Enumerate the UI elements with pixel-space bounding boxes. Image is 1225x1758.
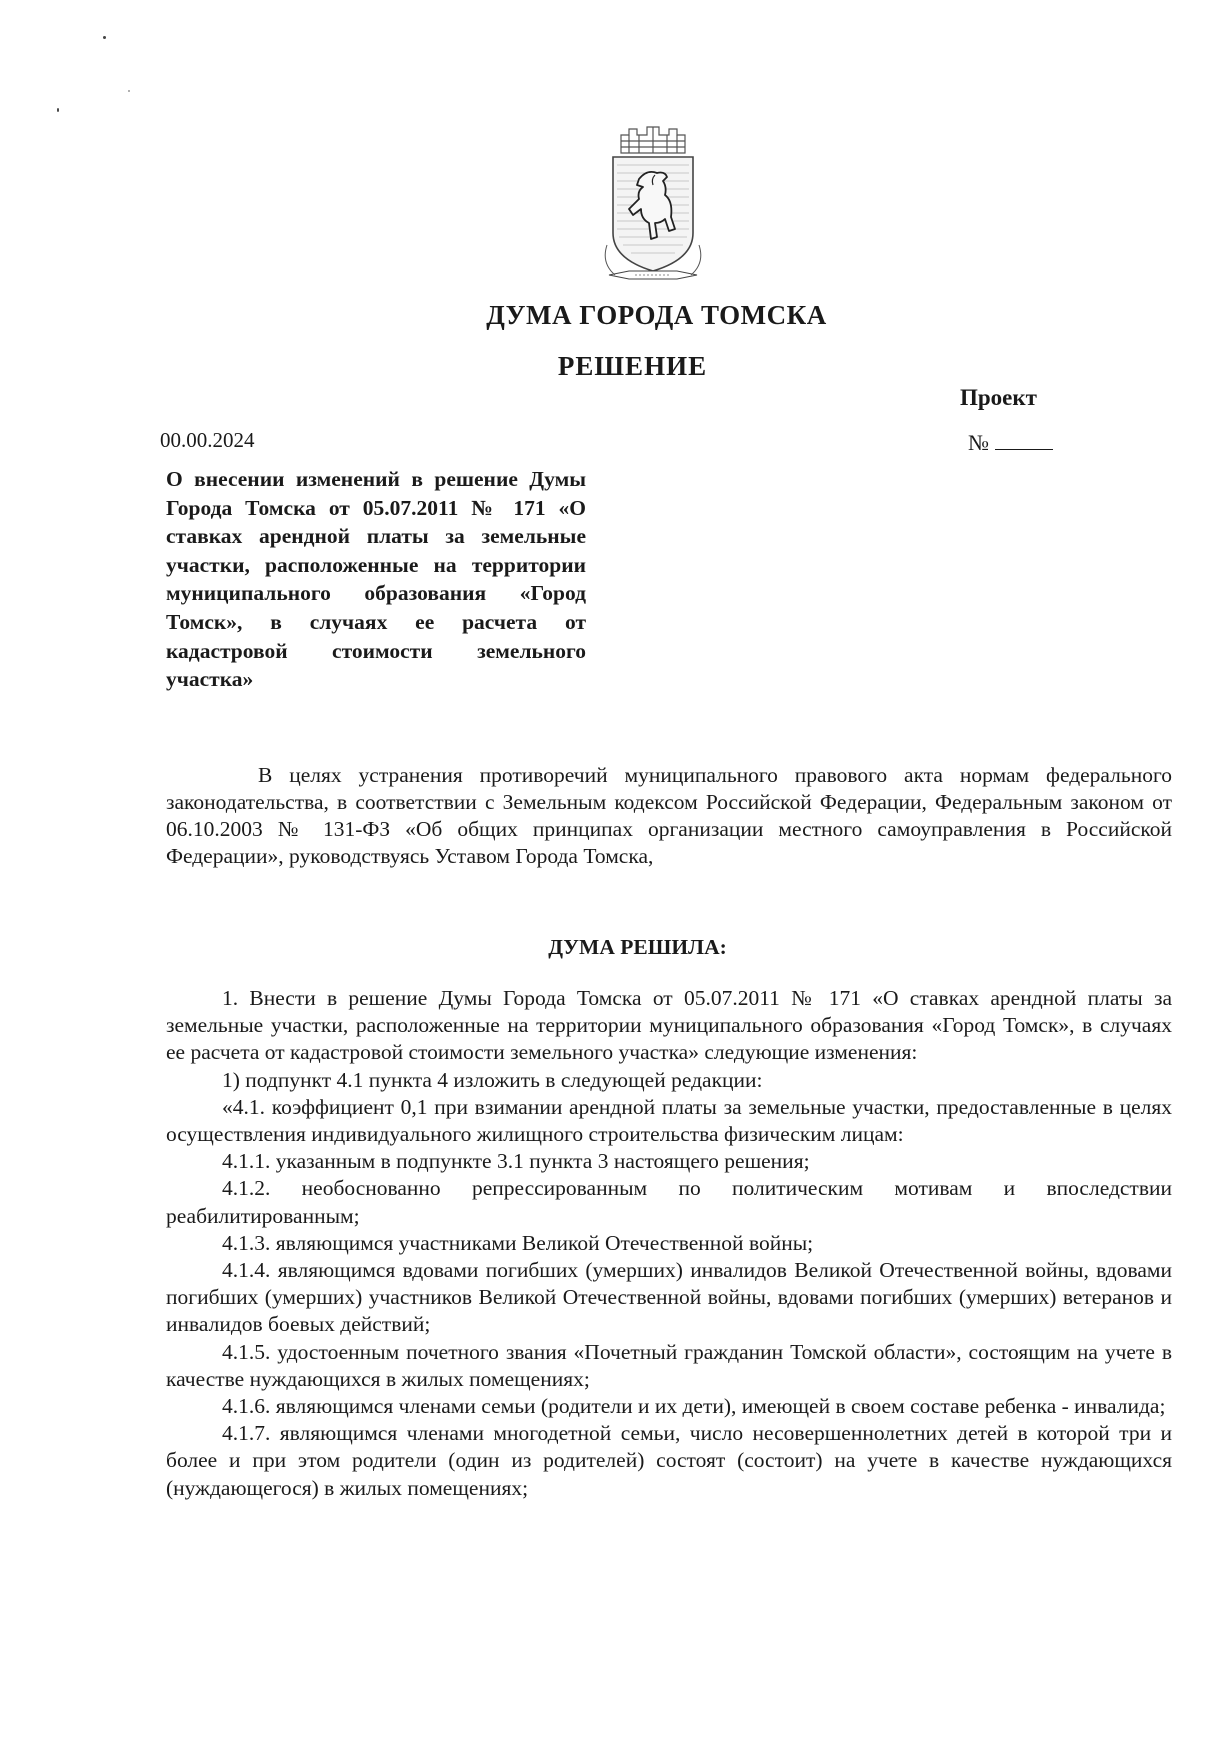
project-label: Проект: [960, 385, 1037, 410]
body-paragraph: 4.1.4. являющимся вдовами погибших (умерших) инвалидов Великой Отечественной войны, вдовами погибших (умерших) участников Великой Отечественной войны, вдовами погибших (умерших) ветеранов и инвалидов боевых действий;: [166, 1258, 1172, 1337]
document-type-heading: РЕШЕНИЕ: [557, 351, 708, 381]
body-paragraph: «4.1. коэффициент 0,1 при взимании арендной платы за земельные участки, предоставленные в целях осуществления индивидуального жилищного строительства физическим лицам:: [166, 1094, 1172, 1147]
decision-body: [166, 985, 1172, 1502]
scan-speck: [103, 36, 106, 39]
body-paragraph: 4.1.3. являющимся участниками Великой Отечественной войны;: [222, 1230, 814, 1255]
body-paragraph: 1. Внести в решение Думы Города Томска от 05.07.2011 № 171 «О ставках арендной платы за земельные участки, расположенные на территории муниципального образования «Город Томск», в случаях ее расчета от кадастровой стоимости земельного участка» следующие изменения:: [166, 986, 1172, 1065]
tomsk-coat-of-arms-icon: [595, 125, 711, 290]
decision-heading: ДУМА РЕШИЛА:: [548, 935, 727, 959]
document-number: [968, 430, 1053, 456]
document-subject: О внесении изменений в решение Думы Города Томска от 05.07.2011 № 171 «О ставках арендной платы за земельные участки, расположенные на территории муниципального образования «Город Томск», в случаях ее расчета от кадастровой стоимости земельного участка»: [166, 467, 586, 692]
body-paragraph: 1) подпункт 4.1 пункта 4 изложить в следующей редакции:: [222, 1067, 763, 1092]
document-date: 00.00.2024: [160, 428, 255, 452]
preamble-paragraph: В целях устранения противоречий муниципального правового акта нормам федерального законодательства, в соответствии с Земельным кодексом Российской Федерации, Федеральным законом от 06.10.2003 № 131-ФЗ «Об общих принципах организации местного самоуправления в Российской Федерации», руководствуясь Уставом Города Томска,: [166, 763, 1172, 868]
body-paragraph: 4.1.6. являющимся членами семьи (родители и их дети), имеющей в своем составе ребенка - инвалида;: [222, 1394, 1166, 1419]
number-label: №: [968, 430, 989, 455]
organization-title: ДУМА ГОРОДА ТОМСКА: [486, 300, 827, 330]
body-paragraph: 4.1.1. указанным в подпункте 3.1 пункта 3 настоящего решения;: [222, 1149, 810, 1174]
scan-speck: [57, 108, 59, 112]
body-paragraph: 4.1.2. необоснованно репрессированным по политическим мотивам и впоследствии реабилитированным;: [166, 1176, 1172, 1228]
scan-speck: [128, 90, 130, 92]
body-paragraph: 4.1.7. являющимся членами многодетной семьи, число несовершеннолетних детей в которой три и более и при этом родители (один из родителей) состоят (состоит) на учете в качестве нуждающихся (нуждающегося) в жилых помещениях;: [166, 1421, 1172, 1500]
body-paragraph: 4.1.5. удостоенным почетного звания «Почетный гражданин Томской области», состоящим на учете в качестве нуждающихся в жилых помещениях;: [166, 1339, 1172, 1391]
number-blank-line: [995, 431, 1053, 450]
